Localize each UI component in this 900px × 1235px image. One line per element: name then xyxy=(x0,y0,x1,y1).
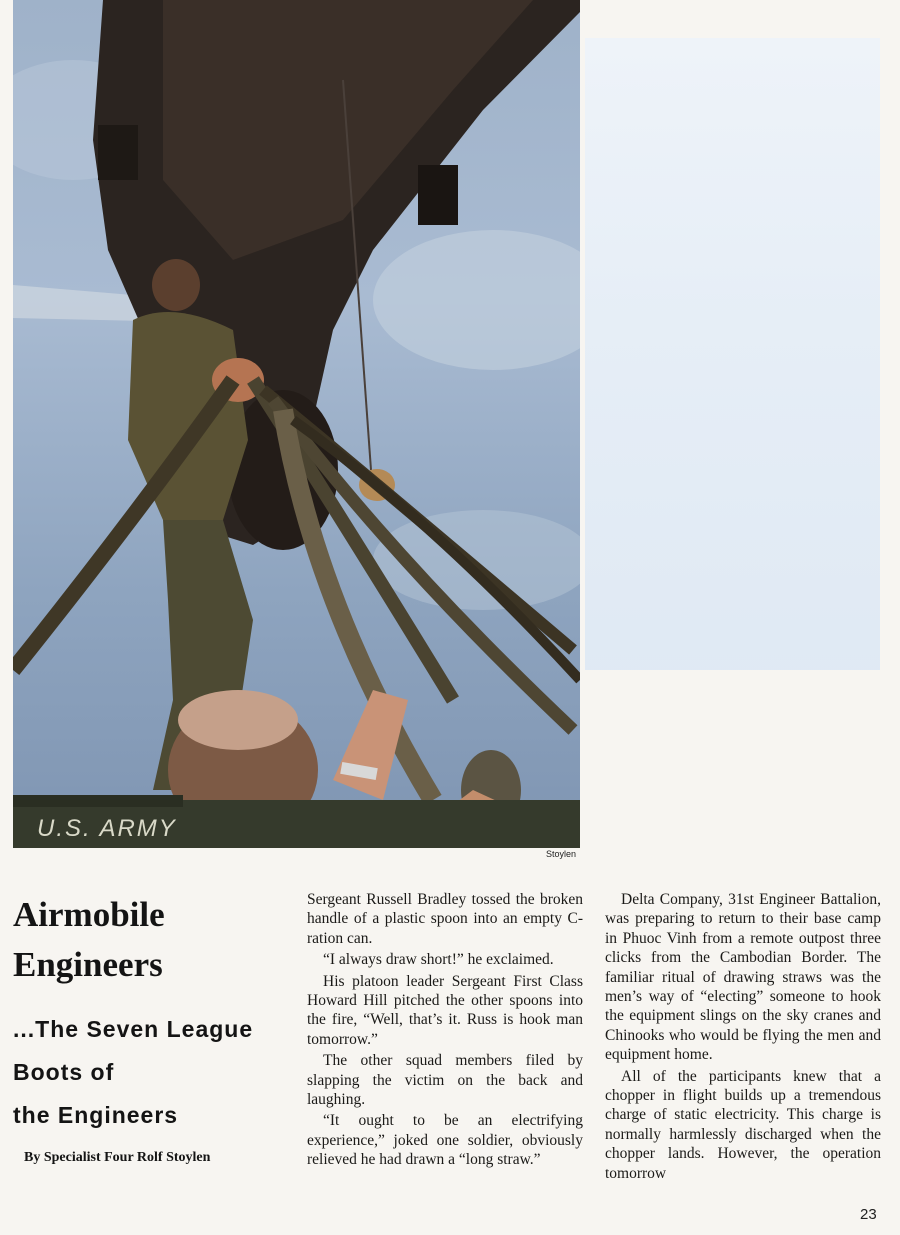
article-title xyxy=(13,890,293,990)
paragraph: Delta Company, 31st Engineer Battalion, was preparing to return to their base camp in Phuoc Vinh from a remote outpost three clicks from the Cambodian Border. The familiar ritual of drawing straws was the men’s way of “electing” someone to hook the equipment slings on the sky cranes and Chinooks who would be flying the men and equipment home. xyxy=(605,891,881,1064)
paragraph: All of the participants knew that a chopper in flight builds up a tremendous charge of static electricity. This charge is normally harmlessly discharged when the chopper lands. However, the operation tomorrow xyxy=(605,1067,881,1182)
title-line: Engineers xyxy=(13,945,163,984)
subtitle-line: ...The Seven League xyxy=(13,1016,254,1042)
article-subtitle xyxy=(13,1008,303,1137)
byline: By Specialist Four Rolf Stoylen xyxy=(24,1150,211,1165)
us-army-stencil: U.S. ARMY xyxy=(37,815,177,842)
page-number: 23 xyxy=(860,1206,877,1223)
helicopter-hookup-photo xyxy=(13,0,580,848)
paragraph: His platoon leader Sergeant First Class Howard Hill pitched the other spoons into the fire, “Well, that’s it. Russ is hook man tomorrow.” xyxy=(307,972,583,1048)
subtitle-line: the Engineers xyxy=(13,1102,179,1128)
photo-credit: Stoylen xyxy=(546,849,577,859)
paragraph: The other squad members filed by slapping the victim on the back and laughing. xyxy=(307,1052,583,1109)
title-line: Airmobile xyxy=(13,895,165,934)
subtitle-line: Boots of xyxy=(13,1059,115,1085)
paragraph: “I always draw short!” he exclaimed. xyxy=(323,951,554,969)
article-column-1 xyxy=(307,890,583,1170)
show-through-area xyxy=(585,38,880,670)
paragraph: “It ought to be an electrifying experience,” joked one soldier, obviously relieved he had drawn a “long straw.” xyxy=(307,1112,583,1169)
paragraph: Sergeant Russell Bradley tossed the broken handle of a plastic spoon into an empty C-ration can. xyxy=(307,891,583,947)
cover-photo xyxy=(13,0,580,848)
article-column-2 xyxy=(605,890,881,1183)
